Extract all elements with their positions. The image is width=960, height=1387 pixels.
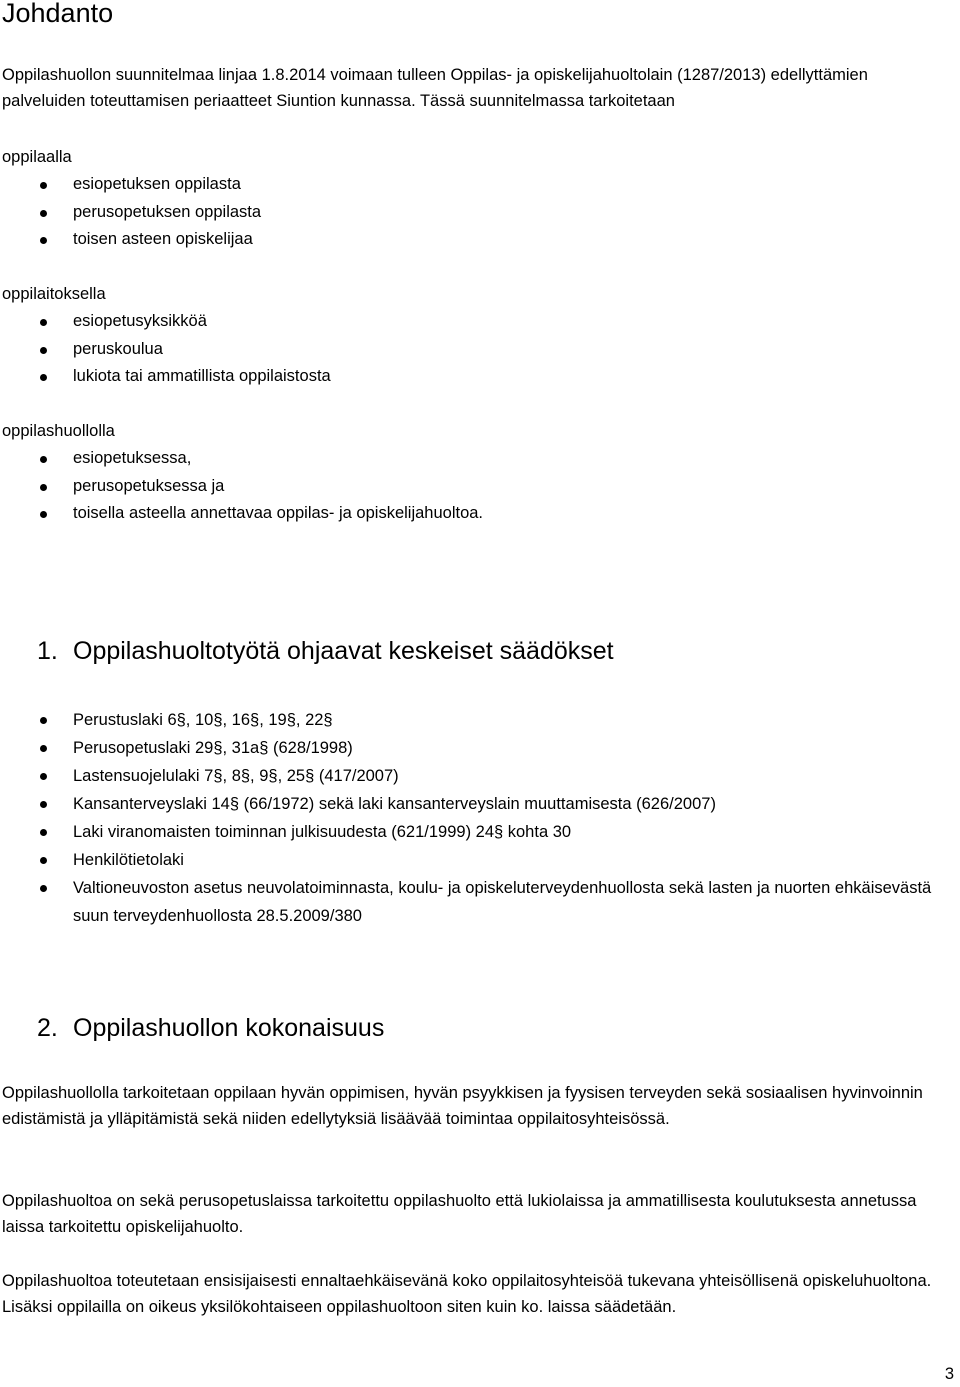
bullet-icon — [40, 745, 47, 752]
bullet-icon — [40, 717, 47, 724]
list-item: Perustuslaki 6§, 10§, 16§, 19§, 22§ — [0, 706, 953, 734]
group-label-oppilashuollolla: oppilashuollolla — [2, 422, 115, 440]
bullet-icon — [40, 374, 47, 381]
list-item: peruskoulua — [0, 336, 331, 364]
section-2-paragraph-2: Oppilashuoltoa on sekä perusopetuslaissa tarkoitettu oppilashuolto että lukiolaissa ja ammatillisesta koulutuksesta annetussa laissa tarkoitettu opiskelijahuolto. — [2, 1192, 917, 1236]
bullet-icon — [40, 210, 47, 217]
list-item: Kansanterveyslaki 14§ (66/1972) sekä laki kansanterveyslain muuttamisesta (626/2007) — [0, 790, 953, 818]
list-item: Lastensuojelulaki 7§, 8§, 9§, 25§ (417/2007) — [0, 762, 953, 790]
section-2-paragraph-1: Oppilashuollolla tarkoitetaan oppilaan hyvän oppimisen, hyvän psyykkisen ja fyysisen terveyden sekä sosiaalisen hyvinvoinnin edistämistä ja ylläpitämistä sekä niiden edellytyksiä lisäävää toimintaa oppilaitosyhteisössä. — [2, 1084, 923, 1128]
bullet-icon — [40, 829, 47, 836]
bullet-icon — [40, 885, 47, 892]
group-list-oppilaalla — [0, 171, 261, 254]
bullet-icon — [40, 511, 47, 518]
section-2-paragraph-3: Oppilashuoltoa toteutetaan ensisijaisesti ennaltaehkäisevänä koko oppilaitosyhteisöä tukevana yhteisöllisenä opiskeluhuoltona. Lisäksi oppilailla on oikeus yksilökohtaiseen oppilashuoltoon siten kuin ko. laissa säädetään. — [2, 1272, 932, 1316]
group-list-oppilashuollolla — [0, 445, 483, 528]
group-list-oppilaitoksella — [0, 308, 331, 391]
list-item: esiopetusyksikköä — [0, 308, 331, 336]
section-1-heading — [37, 634, 614, 668]
list-item: perusopetuksen oppilasta — [0, 199, 261, 227]
bullet-icon — [40, 484, 47, 491]
section-1-title: Oppilashuoltotyötä ohjaavat keskeiset säädökset — [73, 637, 614, 665]
list-item: perusopetuksessa ja — [0, 473, 483, 501]
group-label-oppilaalla: oppilaalla — [2, 148, 72, 166]
section-2-title: Oppilashuollon kokonaisuus — [73, 1014, 385, 1042]
legislation-list — [0, 706, 953, 930]
bullet-icon — [40, 182, 47, 189]
list-item: Perusopetuslaki 29§, 31a§ (628/1998) — [0, 734, 953, 762]
bullet-icon — [40, 456, 47, 463]
section-2-heading — [37, 1011, 384, 1045]
list-item: Henkilötietolaki — [0, 846, 953, 874]
bullet-icon — [40, 319, 47, 326]
list-item: esiopetuksessa, — [0, 445, 483, 473]
list-item: esiopetuksen oppilasta — [0, 171, 261, 199]
list-item: lukiota tai ammatillista oppilaistosta — [0, 363, 331, 391]
bullet-icon — [40, 857, 47, 864]
group-label-oppilaitoksella: oppilaitoksella — [2, 285, 106, 303]
bullet-icon — [40, 773, 47, 780]
page-number: 3 — [944, 1365, 954, 1383]
section-2-number: 2. — [37, 1014, 58, 1042]
list-item: Valtioneuvoston asetus neuvolatoiminnasta, koulu- ja opiskeluterveydenhuollosta sekä lasten ja nuorten ehkäisevästä suun terveydenhuollosta 28.5.2009/380 — [0, 874, 953, 930]
section-1-number: 1. — [37, 637, 58, 665]
bullet-icon — [40, 801, 47, 808]
bullet-icon — [40, 347, 47, 354]
list-item: toisella asteella annettavaa oppilas- ja opiskelijahuoltoa. — [0, 500, 483, 528]
intro-paragraph: Oppilashuollon suunnitelmaa linjaa 1.8.2014 voimaan tulleen Oppilas- ja opiskelijahuoltolain (1287/2013) edellyttämien palveluiden toteuttamisen periaatteet Siuntion kunnassa. Tässä suunnitelmassa tarkoitetaan — [2, 66, 868, 110]
intro-title: Johdanto — [2, 0, 114, 28]
list-item: toisen asteen opiskelijaa — [0, 226, 261, 254]
list-item: Laki viranomaisten toiminnan julkisuudesta (621/1999) 24§ kohta 30 — [0, 818, 953, 846]
bullet-icon — [40, 237, 47, 244]
